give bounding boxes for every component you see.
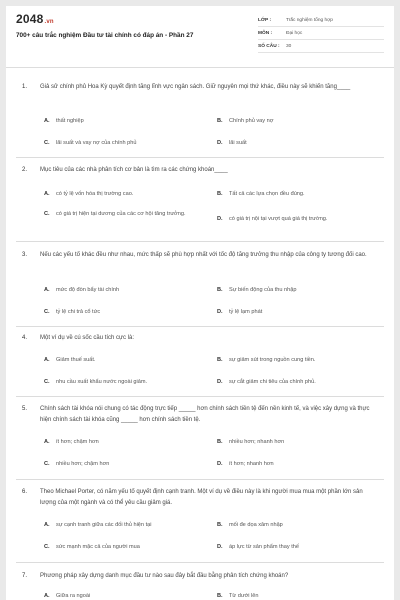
option-text: Sự biến động của thu nhập — [229, 287, 297, 293]
option-text: nhiều hơn; nhanh hơn — [229, 439, 285, 445]
answer-option[interactable] — [217, 378, 377, 387]
meta-row-class — [258, 14, 384, 27]
answer-option[interactable] — [217, 215, 377, 224]
option-letter: A. — [44, 118, 50, 124]
option-letter: C. — [44, 544, 50, 550]
question-text-block — [22, 333, 380, 344]
meta-value: Trắc nghiệm tổng hợp — [286, 17, 333, 23]
meta-row-count — [258, 40, 384, 53]
option-text: sức mạnh mặc cả của người mua — [56, 544, 140, 550]
answer-option[interactable] — [44, 117, 204, 126]
question-divider — [16, 479, 384, 480]
meta-label: LỚP : — [258, 17, 272, 23]
answer-option[interactable] — [44, 521, 204, 530]
document-page — [6, 6, 394, 600]
option-text: lãi suất và vay nợ của chính phủ — [56, 140, 137, 146]
answer-option[interactable] — [217, 521, 377, 530]
answer-option[interactable] — [217, 308, 377, 317]
answer-option[interactable] — [217, 592, 377, 600]
answer-option[interactable] — [217, 460, 377, 469]
option-text: sự giảm sút trong nguồn cung tiền. — [229, 357, 316, 363]
answer-option[interactable] — [44, 308, 204, 317]
question-text-block — [22, 487, 380, 509]
meta-label: SỐ CÂU : — [258, 43, 280, 49]
question-number: 4. — [22, 335, 28, 341]
question-number: 5. — [22, 406, 28, 412]
option-letter: C. — [44, 309, 50, 315]
answer-option[interactable] — [44, 210, 204, 219]
option-letter: A. — [44, 439, 50, 445]
question-number: 1. — [22, 84, 28, 90]
option-text: sự cạnh tranh giữa các đối thủ hiện tại — [56, 522, 152, 528]
question-text-block — [22, 250, 380, 261]
question-text: Theo Michael Porter, có năm yếu tố quyết định cạnh tranh. Một ví dụ về điều này là khi người mua mua một phần lớn sản lượng của một ngành và có thể yêu cầu giảm giá. — [40, 489, 363, 506]
question-number: 7. — [22, 573, 28, 579]
option-text: ít hơn; nhanh hơn — [229, 461, 274, 467]
option-text: nhiều hơn; chậm hơn — [56, 461, 110, 467]
answer-option[interactable] — [44, 460, 204, 469]
option-text: thất nghiệp — [56, 118, 84, 124]
meta-label: MÔN : — [258, 30, 273, 36]
question-text-block — [22, 82, 380, 93]
meta-value: 30 — [286, 43, 292, 49]
option-letter: C. — [44, 211, 50, 217]
answer-option[interactable] — [217, 356, 377, 365]
option-letter: C. — [44, 379, 50, 385]
option-letter: C. — [44, 461, 50, 467]
option-text: Giữa ra ngoài — [56, 593, 91, 599]
document-header — [6, 6, 394, 68]
document-meta-table — [258, 14, 384, 53]
logo-tld: .vn — [44, 19, 54, 25]
question-text: Phương pháp xây dựng danh mục đầu tư nào sau đây bắt đầu bằng phân tích chứng khoán? — [40, 573, 289, 579]
option-text: sự cắt giảm chi tiêu của chính phủ. — [229, 379, 316, 385]
option-letter: A. — [44, 191, 50, 197]
option-letter: B. — [217, 439, 223, 445]
answer-option[interactable] — [44, 139, 204, 148]
option-text: Tất cả các lựa chọn đều đúng. — [229, 191, 305, 197]
answer-option[interactable] — [217, 139, 377, 148]
option-letter: C. — [44, 140, 50, 146]
question-text: Một ví dụ về cú sốc cầu tích cực là: — [40, 335, 135, 341]
answer-option[interactable] — [217, 543, 377, 552]
option-text: có giá trị hiện tại dương của các cơ hội tăng trưởng. — [56, 211, 186, 217]
question-divider — [16, 241, 384, 242]
option-text: Từ dưới lên — [229, 593, 259, 599]
option-text: mối đe dọa xâm nhập — [229, 522, 283, 528]
option-text: nhu cầu xuất khẩu nước ngoài giảm. — [56, 379, 148, 385]
question-text-block — [22, 165, 380, 176]
option-text: Giảm thuế suất. — [56, 357, 96, 363]
option-letter: B. — [217, 118, 223, 124]
option-text: có tỷ lệ vốn hóa thị trường cao. — [56, 191, 134, 197]
question-number: 3. — [22, 252, 28, 258]
option-letter: D. — [217, 544, 223, 550]
option-letter: B. — [217, 287, 223, 293]
document-title: 700+ câu trắc nghiệm Đầu tư tài chính có đáp án - Phần 27 — [16, 32, 194, 39]
answer-option[interactable] — [217, 190, 377, 199]
option-letter: B. — [217, 522, 223, 528]
question-text: Giả sử chính phủ Hoa Kỳ quyết định tăng lĩnh vực ngân sách. Giữ nguyên mọi thứ khác, điều này sẽ khiến tăng____ — [40, 84, 351, 90]
option-letter: B. — [217, 357, 223, 363]
option-letter: D. — [217, 309, 223, 315]
option-text: mức độ đòn bẩy tài chính — [56, 287, 120, 293]
question-text: Nếu các yếu tố khác đều như nhau, mức thấp sẽ phù hợp nhất với tốc độ tăng trưởng thu nhập của công ty tương đối cao. — [40, 252, 367, 258]
option-letter: A. — [44, 522, 50, 528]
option-letter: A. — [44, 357, 50, 363]
option-letter: A. — [44, 287, 50, 293]
option-text: tỷ lệ lạm phát — [229, 309, 263, 315]
option-text: tỷ lệ chi trả cổ tức — [56, 309, 101, 315]
question-divider — [16, 326, 384, 327]
question-text-block — [22, 404, 380, 426]
question-text: Mục tiêu của các nhà phân tích cơ bản là tìm ra các chứng khoán____ — [40, 167, 228, 173]
answer-option[interactable] — [217, 438, 377, 447]
answer-option[interactable] — [44, 190, 204, 199]
option-text: Chính phủ vay nợ — [229, 118, 274, 124]
question-divider — [16, 396, 384, 397]
answer-option[interactable] — [44, 286, 204, 295]
question-text: Chính sách tài khóa nói chung có tác động trực tiếp _____ hơn chính sách tiền tệ đến nền kinh tế, và việc xây dựng và thực hiện chính sách tài khóa cũng _____ hơn chính sách tiền tệ. — [40, 406, 370, 423]
option-letter: A. — [44, 593, 50, 599]
site-logo[interactable]: 2048.vn — [16, 12, 54, 26]
question-number: 2. — [22, 167, 28, 173]
option-text: có giá trị nội tại vượt quá giá thị trường. — [229, 216, 328, 222]
option-letter: D. — [217, 379, 223, 385]
question-number: 6. — [22, 489, 28, 495]
question-text-block — [22, 571, 380, 582]
option-letter: B. — [217, 191, 223, 197]
answer-option[interactable] — [44, 543, 204, 552]
answer-option[interactable] — [217, 117, 377, 126]
option-text: áp lực từ sản phẩm thay thế — [229, 544, 299, 550]
answer-option[interactable] — [44, 378, 204, 387]
option-text: ít hơn; chậm hơn — [56, 439, 99, 445]
option-letter: D. — [217, 216, 223, 222]
answer-option[interactable] — [44, 356, 204, 365]
answer-option[interactable] — [44, 592, 204, 600]
answer-option[interactable] — [217, 286, 377, 295]
option-letter: D. — [217, 140, 223, 146]
meta-value: Đại học — [286, 30, 303, 36]
option-letter: B. — [217, 593, 223, 599]
answer-option[interactable] — [44, 438, 204, 447]
meta-row-subject — [258, 27, 384, 40]
question-divider — [16, 157, 384, 158]
option-text: lãi suất — [229, 140, 247, 146]
question-divider — [16, 562, 384, 563]
option-letter: D. — [217, 461, 223, 467]
